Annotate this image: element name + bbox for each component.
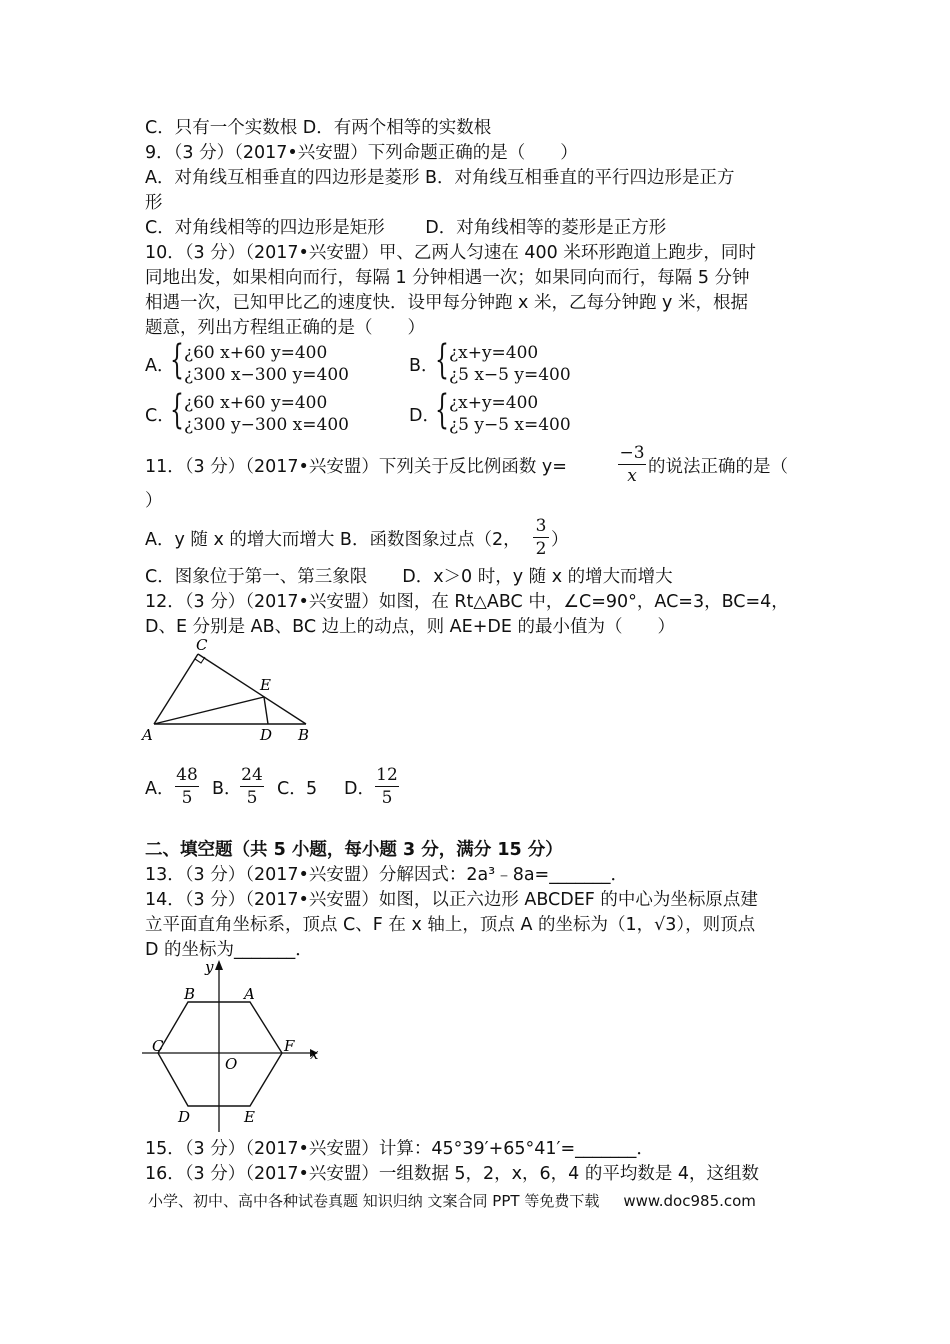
fraction-denominator: 5 <box>246 788 258 808</box>
fraction-numerator: −3 <box>619 443 645 463</box>
label-e: E <box>260 676 271 694</box>
q11-fraction <box>618 443 646 486</box>
label-x: x <box>310 1045 319 1063</box>
equation: ¿60 x+60 y=400 <box>184 343 328 363</box>
fraction-bar <box>618 464 646 465</box>
equation: ¿x+y=400 <box>449 343 539 363</box>
q11-options-ab: A．y 随 x 的增大而增大 B．函数图象过点（2， <box>145 530 521 550</box>
q11-option-b-close: ） <box>551 530 569 550</box>
fraction-numerator: 3 <box>535 516 547 536</box>
brace: { <box>170 337 184 383</box>
label-a: A <box>142 726 153 744</box>
brace: { <box>170 387 184 433</box>
q16: 16．（3 分）（2017•兴安盟）一组数据 5，2，x，6，4 的平均数是 4，这组数 <box>145 1164 760 1184</box>
fraction-numerator: 24 <box>241 765 263 785</box>
q12-stem-line1: 12．（3 分）（2017•兴安盟）如图，在 Rt△ABC 中，∠C=90°，AC=3，BC=4， <box>145 592 789 612</box>
fraction-denominator: 5 <box>381 788 393 808</box>
side-ac <box>154 654 198 724</box>
q10-option-a-system <box>170 337 370 388</box>
q12-option-a-fraction <box>175 765 199 808</box>
footer-url[interactable]: www.doc985.com <box>623 1192 756 1210</box>
q9-options-ab-cont: 形 <box>145 193 163 213</box>
fraction-denominator: 2 <box>535 539 547 559</box>
fraction-bar <box>533 537 549 538</box>
q12-option-b-label: B． <box>212 779 242 799</box>
hexagon <box>158 1002 282 1106</box>
q10-stem-line2: 同地出发，如果相向而行，每隔 1 分钟相遇一次；如果同向而行，每隔 5 分钟 <box>145 268 750 288</box>
fraction-bar <box>240 786 264 787</box>
equation: ¿5 y−5 x=400 <box>449 415 571 435</box>
q14-stem-line1: 14．（3 分）（2017•兴安盟）如图，以正六边形 ABCDEF 的中心为坐标原点建 <box>145 890 758 910</box>
q12-option-b-fraction <box>240 765 264 808</box>
q9-stem: 9．（3 分）（2017•兴安盟）下列命题正确的是（ ） <box>145 143 578 163</box>
q11-option-b-fraction <box>533 516 549 559</box>
fraction-denominator: 5 <box>181 788 193 808</box>
q11-stem-line2: ） <box>145 491 163 511</box>
fraction-denominator: x <box>627 466 637 486</box>
q10-option-d-label: D． <box>409 406 440 426</box>
q10-option-b-label: B． <box>409 356 439 376</box>
footer-text: 小学、初中、高中各种试卷真题 知识归纳 文案合同 PPT 等免费下载 <box>148 1192 600 1210</box>
equation: ¿5 x−5 y=400 <box>449 365 571 385</box>
q14-hexagon-figure <box>140 956 340 1132</box>
equation: ¿60 x+60 y=400 <box>184 393 328 413</box>
q12-option-d-fraction <box>375 765 399 808</box>
q14-stem-line2: 立平面直角坐标系，顶点 C、F 在 x 轴上，顶点 A 的坐标为（1，√3），则顶点 <box>145 915 756 935</box>
label-c: C <box>152 1037 164 1055</box>
page-footer <box>148 1190 756 1211</box>
fraction-bar <box>175 786 199 787</box>
q10-option-c-label: C． <box>145 406 175 426</box>
q10-option-b-system <box>435 337 635 388</box>
q13: 13．（3 分）（2017•兴安盟）分解因式：2a³﹣8a=_______． <box>145 865 628 885</box>
brace: { <box>435 387 449 433</box>
q12-option-c-label: C． <box>277 779 307 799</box>
fraction-numerator: 48 <box>176 765 198 785</box>
q12-option-d-label: D． <box>344 779 375 799</box>
q10-option-c-system <box>170 387 370 438</box>
label-e: E <box>244 1108 255 1126</box>
equation: ¿x+y=400 <box>449 393 539 413</box>
q11-options-cd: C．图象位于第一、第三象限 D．x＞0 时，y 随 x 的增大而增大 <box>145 567 673 587</box>
fraction-bar <box>375 786 399 787</box>
q9-options-cd: C．对角线相等的四边形是矩形 D．对角线相等的菱形是正方形 <box>145 218 667 238</box>
label-d: D <box>260 726 273 744</box>
q9-options-ab: A．对角线互相垂直的四边形是菱形 B．对角线互相垂直的平行四边形是正方 <box>145 168 735 188</box>
fraction-numerator: 12 <box>376 765 398 785</box>
y-axis-arrow-icon <box>215 960 223 970</box>
side-cb <box>198 654 306 724</box>
q14-stem-line3: D 的坐标为_______． <box>145 940 313 960</box>
segment-ed <box>264 697 268 724</box>
section-2-title: 二、填空题（共 5 小题，每小题 3 分，满分 15 分） <box>145 840 563 860</box>
label-a: A <box>244 985 255 1003</box>
label-b: B <box>184 985 196 1003</box>
label-f: F <box>284 1037 295 1055</box>
q8-options-cd: C．只有一个实数根 D．有两个相等的实数根 <box>145 118 492 138</box>
label-y: y <box>205 958 214 976</box>
label-d: D <box>178 1108 191 1126</box>
brace: { <box>435 337 449 383</box>
q12-stem-line2: D、E 分别是 AB、BC 边上的动点，则 AE+DE 的最小值为（ ） <box>145 617 675 637</box>
q12-option-c-value: 5 <box>306 779 318 799</box>
q12-triangle-figure <box>138 634 328 746</box>
q10-stem-line3: 相遇一次，已知甲比乙的速度快．设甲每分钟跑 x 米，乙每分钟跑 y 米，根据 <box>145 293 748 313</box>
equation: ¿300 x−300 y=400 <box>184 365 349 385</box>
label-origin: O <box>225 1055 238 1073</box>
q11-stem-pre: 11．（3 分）（2017•兴安盟）下列关于反比例函数 y= <box>145 457 567 477</box>
q10-option-d-system <box>435 387 635 438</box>
segment-ae <box>154 697 264 724</box>
q12-option-a-label: A． <box>145 779 175 799</box>
label-b: B <box>298 726 310 744</box>
q10-option-a-label: A． <box>145 356 175 376</box>
q10-stem-line4: 题意，列出方程组正确的是（ ） <box>145 318 425 338</box>
q15: 15．（3 分）（2017•兴安盟）计算：45°39′+65°41′=_______． <box>145 1139 654 1159</box>
q11-stem-post: 的说法正确的是（ <box>648 457 788 477</box>
label-c: C <box>196 636 208 654</box>
equation: ¿300 y−300 x=400 <box>184 415 349 435</box>
q10-stem-line1: 10．（3 分）（2017•兴安盟）甲、乙两人匀速在 400 米环形跑道上跑步，同时 <box>145 243 756 263</box>
